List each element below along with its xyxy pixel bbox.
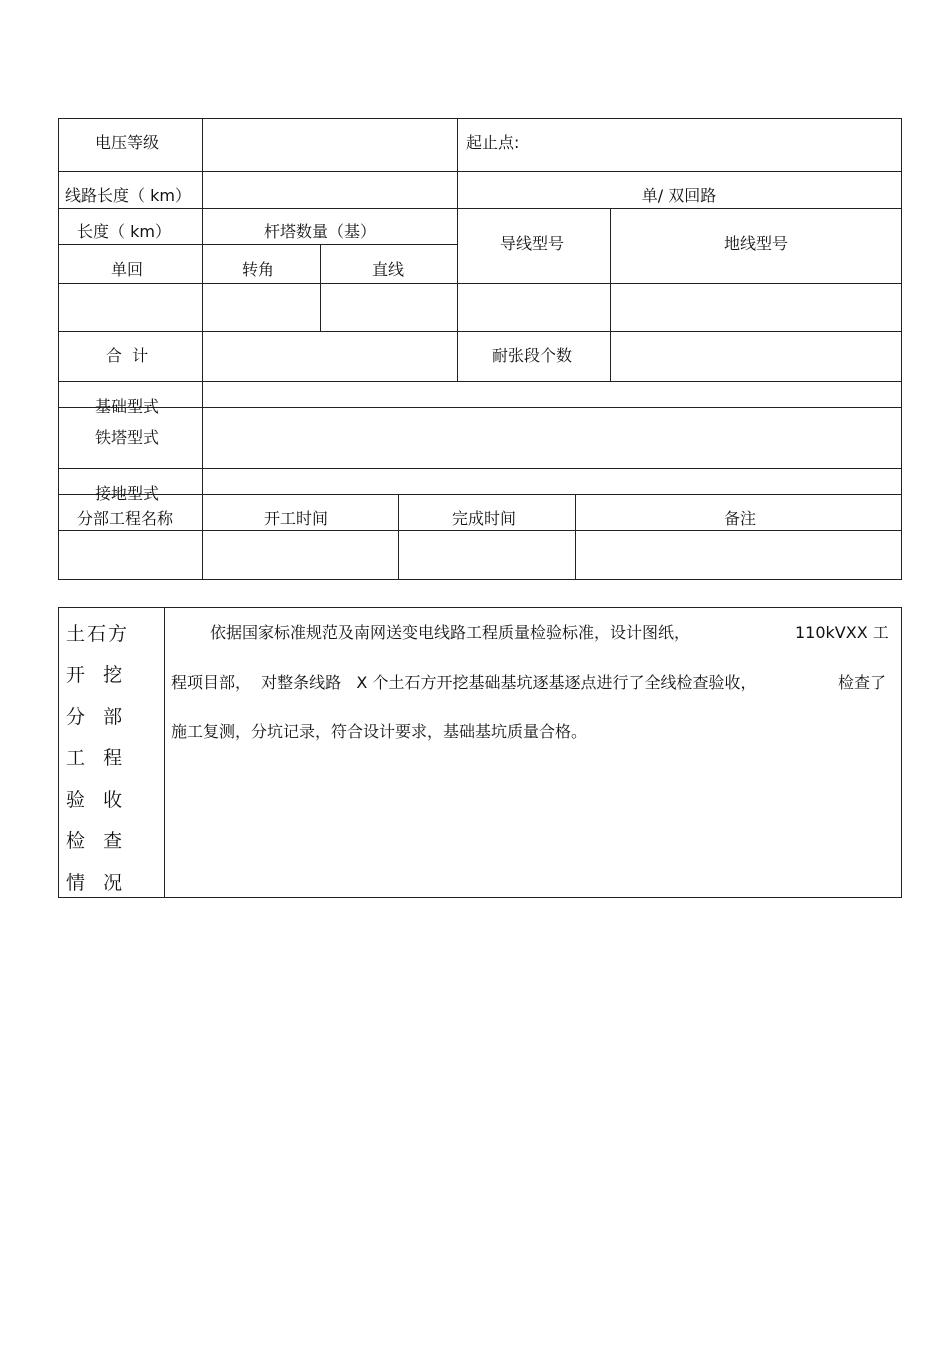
side-label-line: 检 查 (66, 830, 125, 852)
paragraph-line-2b: 检查了 (838, 673, 887, 692)
rule (58, 331, 902, 332)
paragraph-line-1b: 110kVXX 工 (795, 623, 889, 642)
paragraph-line-2a: 程项目部， 对整条线路 X 个土石方开挖基础基坑逐基逐点进行了全线检查验收， (171, 673, 757, 692)
rule (901, 607, 902, 898)
tower-count-label: 杆塔数量（基） (263, 222, 377, 241)
rule (901, 118, 902, 580)
side-label-line: 验 收 (66, 789, 125, 811)
rule (58, 530, 902, 531)
rule (457, 118, 458, 382)
tower-type-label: 铁塔型式 (94, 428, 160, 447)
rule (164, 607, 165, 898)
rule (58, 607, 59, 898)
circuit-type-label: 单/ 双回路 (641, 186, 717, 205)
side-label-line: 分 部 (66, 706, 125, 728)
voltage-level-label: 电压等级 (94, 133, 160, 152)
rule (398, 494, 399, 580)
foundation-type-label: 基础型式 (94, 397, 160, 416)
start-time-label: 开工时间 (263, 509, 329, 528)
remarks-label: 备注 (723, 509, 757, 528)
paragraph-line-3: 施工复测，分坑记录，符合设计要求，基础基坑质量合格。 (171, 722, 588, 741)
rule (58, 283, 902, 284)
rule (58, 171, 902, 172)
rule (320, 244, 321, 332)
grounding-type-label: 接地型式 (94, 484, 160, 503)
side-label-line: 工 程 (66, 747, 125, 769)
paragraph-line-1a: 依据国家标准规范及南网送变电线路工程质量检验标准，设计图纸， (210, 623, 691, 642)
line-length-label: 线路长度（ km） (65, 186, 191, 205)
rule (58, 897, 902, 898)
single-circuit-label: 单回 (110, 260, 144, 279)
side-label-line: 开 挖 (66, 664, 125, 686)
angle-tower-label: 转角 (241, 260, 275, 279)
rule (610, 208, 611, 382)
rule (58, 579, 902, 580)
rule (58, 244, 458, 245)
side-label-line: 土石方 (66, 623, 130, 645)
rule (58, 407, 902, 408)
rule (58, 118, 59, 580)
endpoints-label: 起止点: (466, 133, 520, 152)
straight-tower-label: 直线 (371, 260, 405, 279)
length-km-label: 长度（ km） (77, 222, 171, 241)
rule (58, 118, 902, 119)
rule (58, 494, 902, 495)
side-label-line: 情 况 (66, 872, 125, 894)
ground-wire-type-label: 地线型号 (723, 234, 789, 253)
rule (58, 208, 902, 209)
rule (202, 118, 203, 580)
rule (58, 607, 902, 608)
rule (58, 381, 902, 382)
finish-time-label: 完成时间 (451, 509, 517, 528)
rule (575, 494, 576, 580)
tension-sections-label: 耐张段个数 (491, 346, 573, 365)
conductor-type-label: 导线型号 (499, 234, 565, 253)
subproject-name-label: 分部工程名称 (76, 509, 174, 528)
total-label: 合 计 (105, 346, 149, 365)
rule (58, 468, 902, 469)
